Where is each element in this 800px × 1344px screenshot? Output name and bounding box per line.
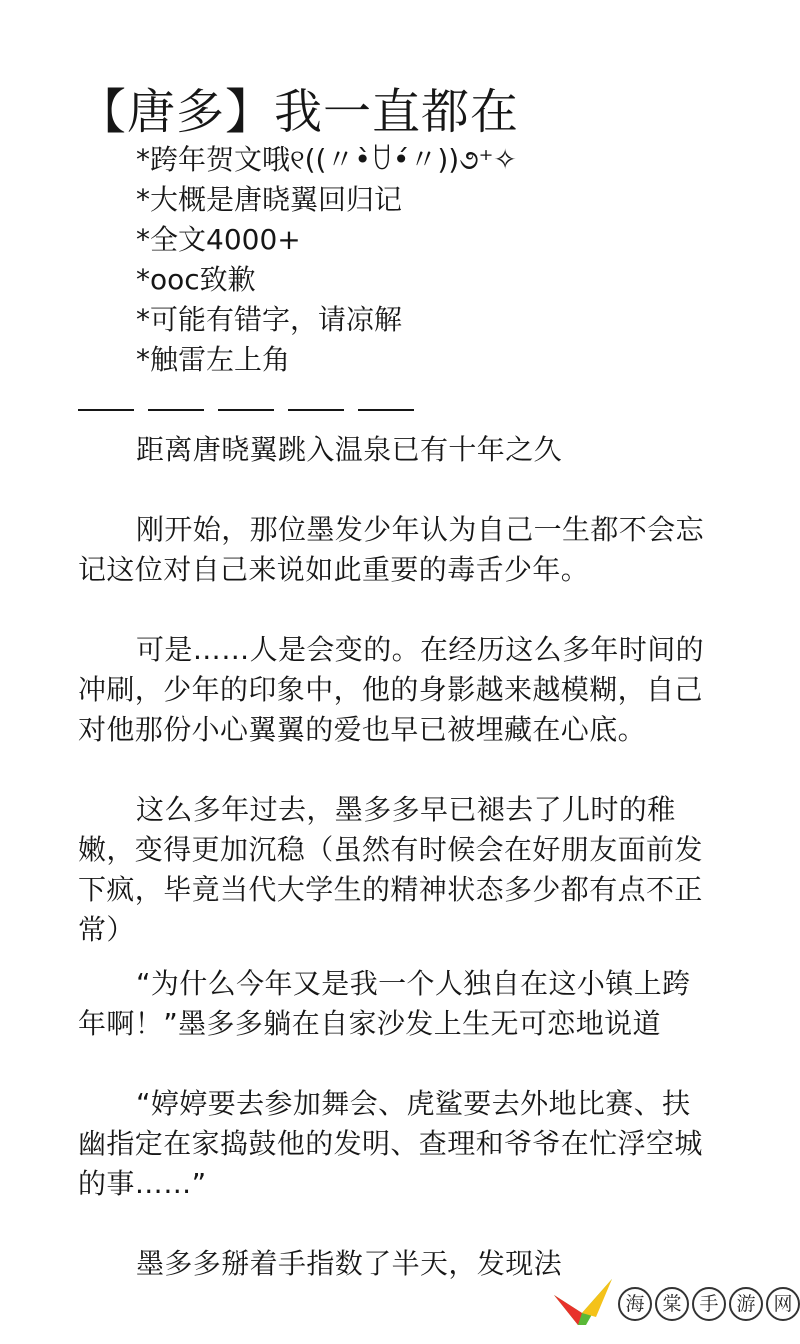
colorful-check-logo-icon	[552, 1273, 614, 1335]
note-item: *跨年贺文哦୧((〃•̀ꇴ•́〃))૭⁺✧	[136, 143, 517, 176]
note-item: *ooc致歉	[136, 263, 256, 296]
paragraph: 可是……人是会变的。在经历这么多年时间的冲刷，少年的印象中，他的身影越来越模糊，自己对他那份小心翼翼的爱也早已被埋藏在心底。	[78, 633, 705, 746]
watermark-char: 棠	[655, 1287, 689, 1321]
author-notes	[136, 140, 517, 380]
note-item: *全文4000+	[136, 223, 301, 256]
site-watermark	[552, 1268, 792, 1340]
watermark-text	[618, 1287, 800, 1321]
watermark-char: 海	[618, 1287, 652, 1321]
paragraph: 刚开始，那位墨发少年认为自己一生都不会忘记这位对自己来说如此重要的毒舌少年。	[78, 513, 705, 586]
watermark-char: 网	[766, 1287, 800, 1321]
note-item: *触雷左上角	[136, 343, 291, 376]
paragraph: “婷婷要去参加舞会、虎鲨要去外地比赛、扶幽指定在家捣鼓他的发明、查理和爷爷在忙浮空城的事……”	[78, 1087, 703, 1200]
article-title: 【唐多】我一直都在	[78, 84, 520, 140]
article-body	[78, 430, 718, 1284]
paragraph: “为什么今年又是我一个人独自在这小镇上跨年啊！”墨多多躺在自家沙发上生无可恋地说道	[78, 967, 691, 1040]
paragraph: 这么多年过去，墨多多早已褪去了儿时的稚嫩，变得更加沉稳（虽然有时候会在好朋友面前发下疯，毕竟当代大学生的精神状态多少都有点不正常）	[78, 793, 703, 946]
note-item: *可能有错字，请凉解	[136, 303, 403, 336]
watermark-char: 手	[692, 1287, 726, 1321]
watermark-char: 游	[729, 1287, 763, 1321]
paragraph: 距离唐晓翼跳入温泉已有十年之久	[136, 433, 563, 466]
paragraph: 墨多多掰着手指数了半天，发现法	[136, 1247, 563, 1280]
section-divider	[78, 391, 414, 421]
note-item: *大概是唐晓翼回归记	[136, 183, 403, 216]
